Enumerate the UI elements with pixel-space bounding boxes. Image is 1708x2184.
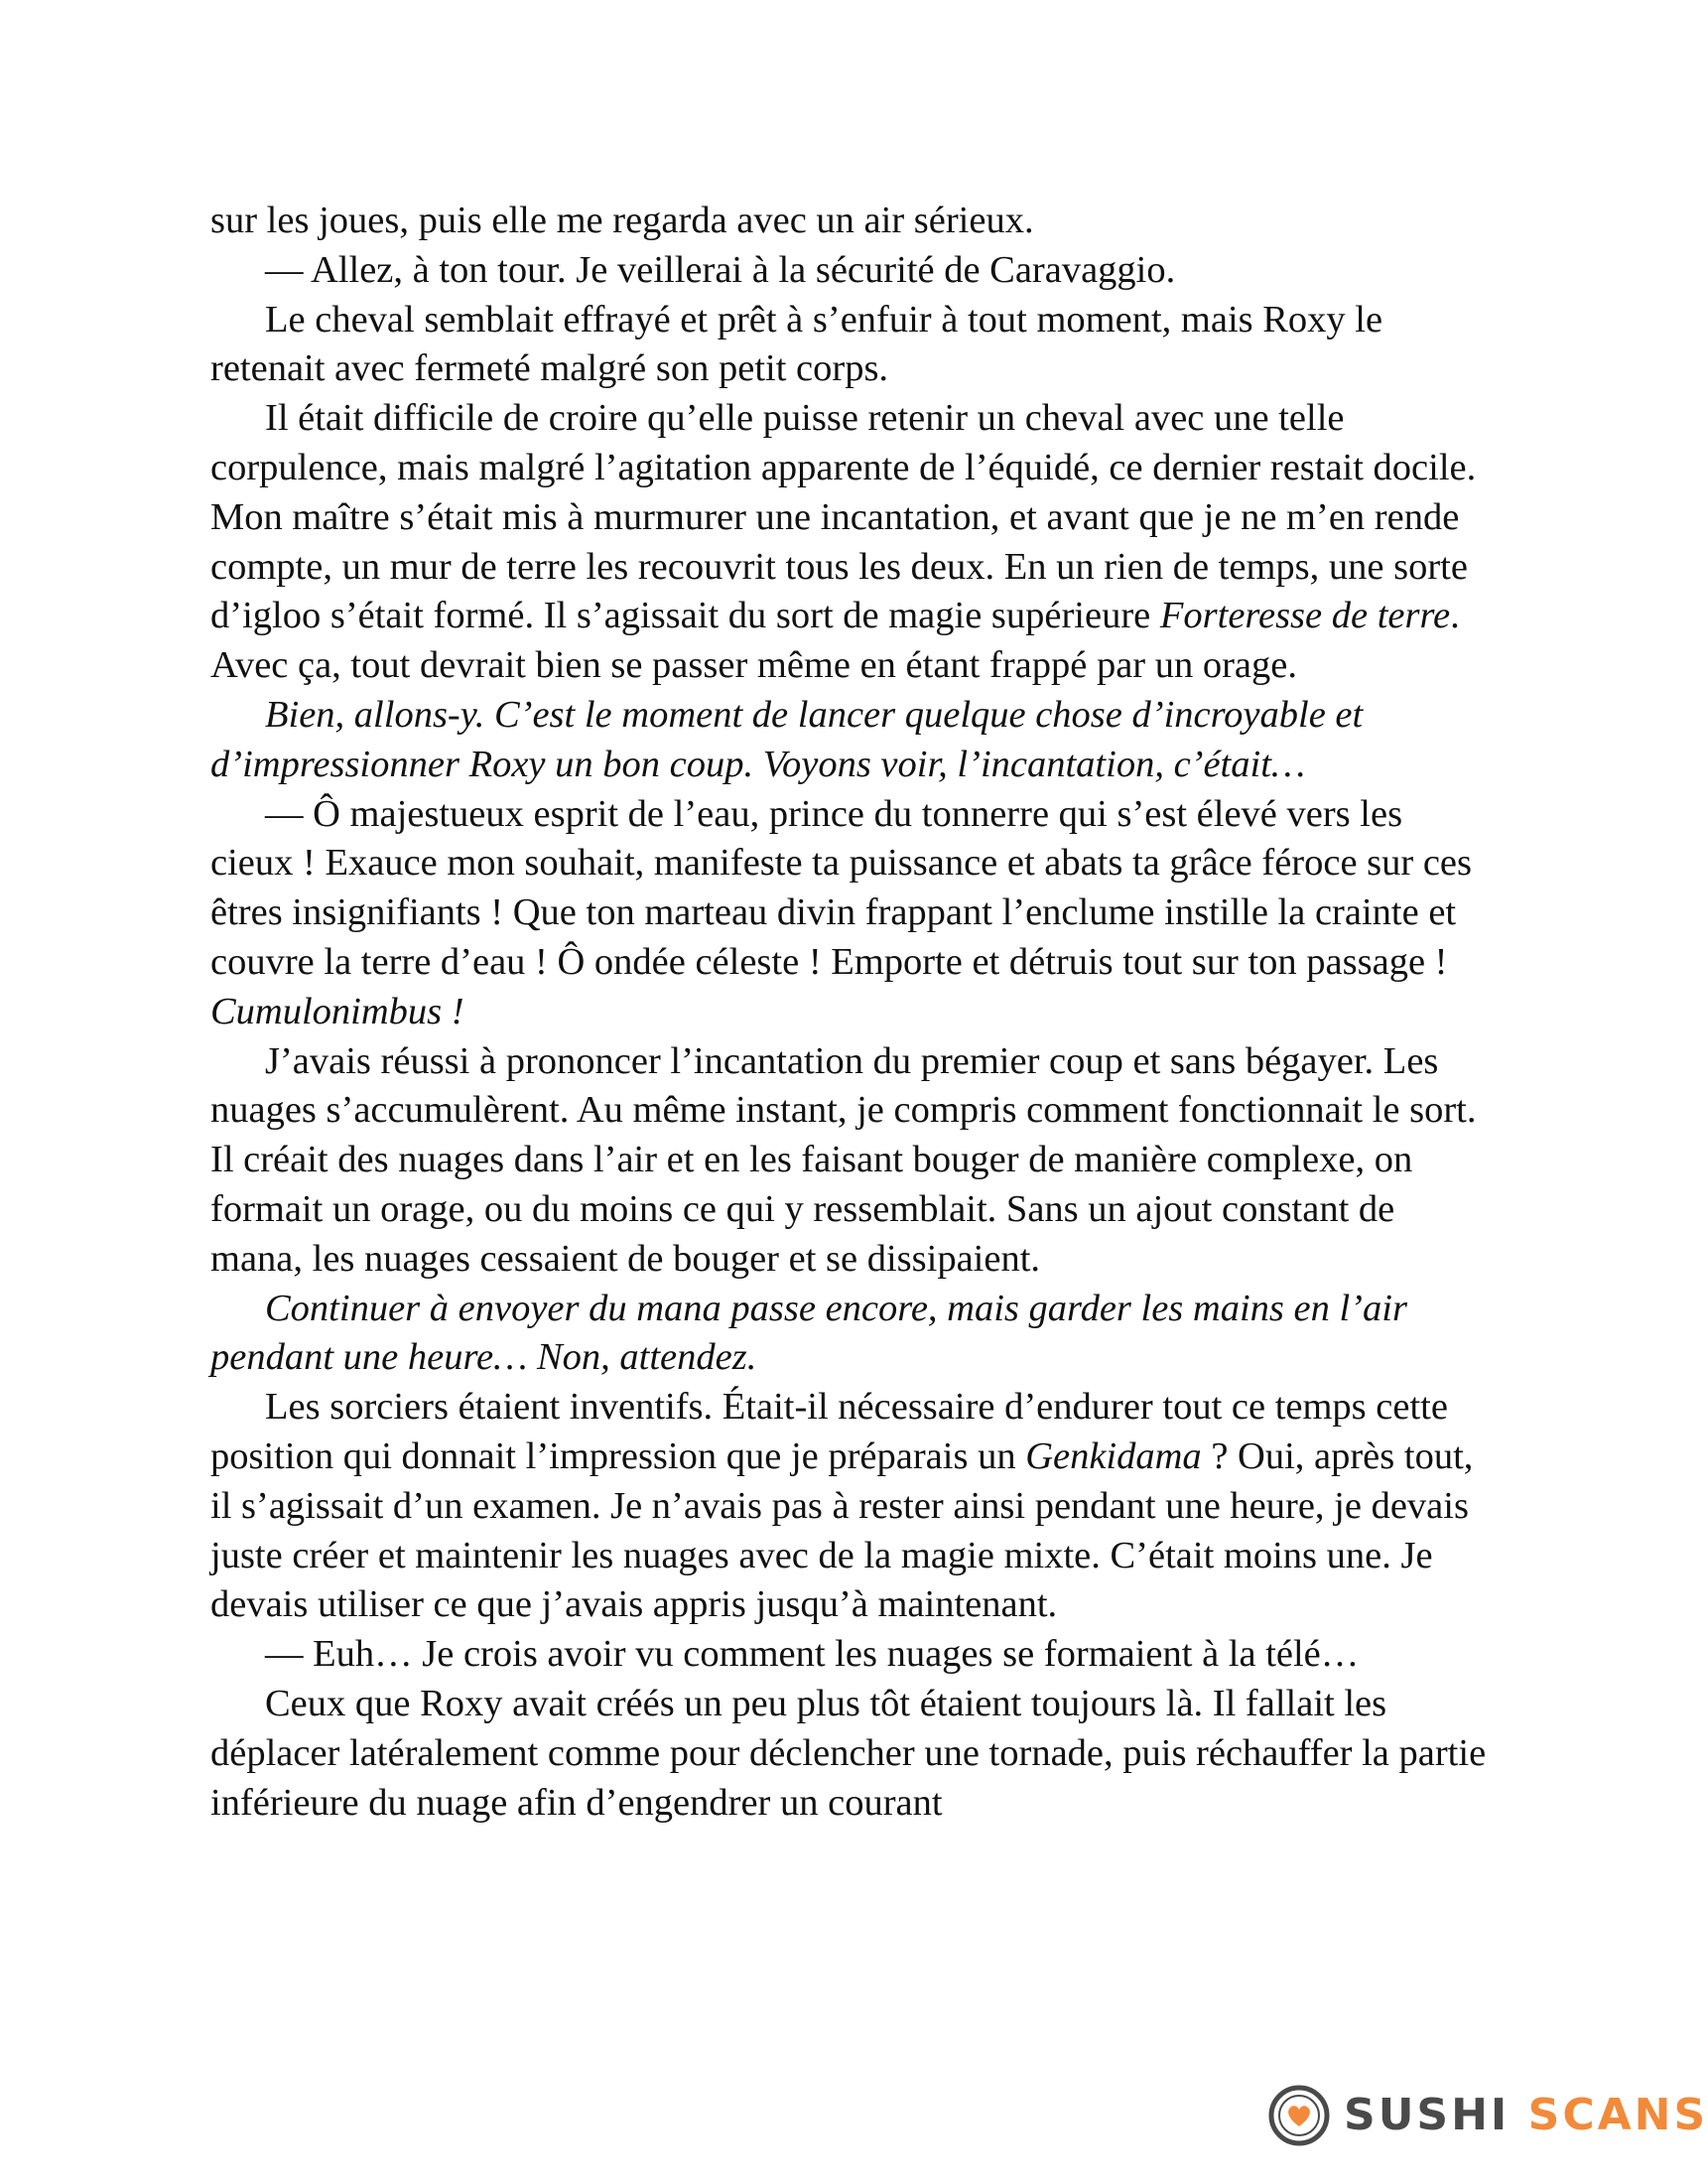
paragraph-8-thought: Continuer à envoyer du mana passe encore, mais garder les mains en l’air pendant une heure… Non, attendez. <box>210 1287 1407 1379</box>
watermark-word-scans: SCANS <box>1527 2090 1708 2140</box>
paragraph-1: sur les joues, puis elle me regarda avec un air sérieux. <box>210 200 1034 241</box>
page-body <box>210 197 1491 1828</box>
paragraph-4 <box>210 394 1491 691</box>
paragraph-5-thought: Bien, allons-y. C’est le moment de lancer quelque chose d’incroyable et d’impressionner Roxy un bon coup. Voyons voir, l’incantation, c’était… <box>210 693 1364 785</box>
paragraph-3: Le cheval semblait effrayé et prêt à s’enfuir à tout moment, mais Roxy le retenait avec fermeté malgré son petit corps. <box>210 298 1383 390</box>
spell-name-cumulonimbus: Cumulonimbus ! <box>210 990 464 1032</box>
paragraph-9 <box>210 1383 1491 1630</box>
spell-name-earth-fortress: Forteresse de terre <box>1159 595 1451 637</box>
paragraph-6-incantation <box>210 790 1491 1037</box>
sushi-scans-watermark <box>1268 2085 1708 2146</box>
paragraph-7: J’avais réussi à prononcer l’incantation du premier coup et sans bégayer. Les nuages s’accumulèrent. Au même instant, je compris comment fonctionnait le sort. Il créait des nuages dans l’air et en les faisant bouger de manière complexe, on formait un orage, ou du moins ce qui y ressemblait. Sans un ajout constant de mana, les nuages cessaient de bouger et se dissipaient. <box>210 1039 1477 1280</box>
term-genkidama: Genkidama <box>1025 1434 1202 1477</box>
paragraph-2: — Allez, à ton tour. Je veillerai à la sécurité de Caravaggio. <box>265 248 1176 291</box>
paragraph-10: — Euh… Je crois avoir vu comment les nuages se formaient à la télé… <box>265 1633 1360 1676</box>
watermark-word-sushi: SUSHI <box>1344 2090 1511 2140</box>
paragraph-4-text: Il était difficile de croire qu’elle puisse retenir un cheval avec une telle corpulence, mais malgré l’agitation apparente de l’équidé, ce dernier restait docile. Mon maître s’était mis à murmurer une incantation, et avant que je ne m’en rende compte, un mur de terre les recouvrit tous les deux. En un rien de temps, une sorte d’igloo s’était formé. Il s’agissait du sort de magie supérieure <box>210 397 1477 637</box>
watermark-text <box>1344 2085 1708 2146</box>
sushi-heart-icon <box>1268 2085 1330 2146</box>
paragraph-4-text-end: . Avec ça, tout devrait bien se passer même en étant frappé par un orage. <box>210 595 1460 687</box>
paragraph-6-text: — Ô majestueux esprit de l’eau, prince du tonnerre qui s’est élevé vers les cieux ! Exauce mon souhait, manifeste ta puissance et abats ta grâce féroce sur ces êtres insignifiants ! Que ton marteau divin frappant l’enclume instille la crainte et couvre la terre d’eau ! Ô ondée céleste ! Emporte et détruis tout sur ton passage ! <box>210 792 1473 983</box>
paragraph-9-text: Les sorciers étaient inventifs. Était-il nécessaire d’endurer tout ce temps cette position qui donnait l’impression que je préparais un <box>210 1386 1448 1477</box>
paragraph-9-text-end: ? Oui, après tout, il s’agissait d’un examen. Je n’avais pas à rester ainsi pendant une heure, je devais juste créer et maintenir les nuages avec de la magie mixte. C’était moins une. Je devais utiliser ce que j’avais appris jusqu’à maintenant. <box>210 1434 1474 1626</box>
paragraph-11: Ceux que Roxy avait créés un peu plus tôt étaient toujours là. Il fallait les déplacer latéralement comme pour déclencher une tornade, puis réchauffer la partie inférieure du nuage afin d’engendrer un courant <box>210 1682 1487 1824</box>
